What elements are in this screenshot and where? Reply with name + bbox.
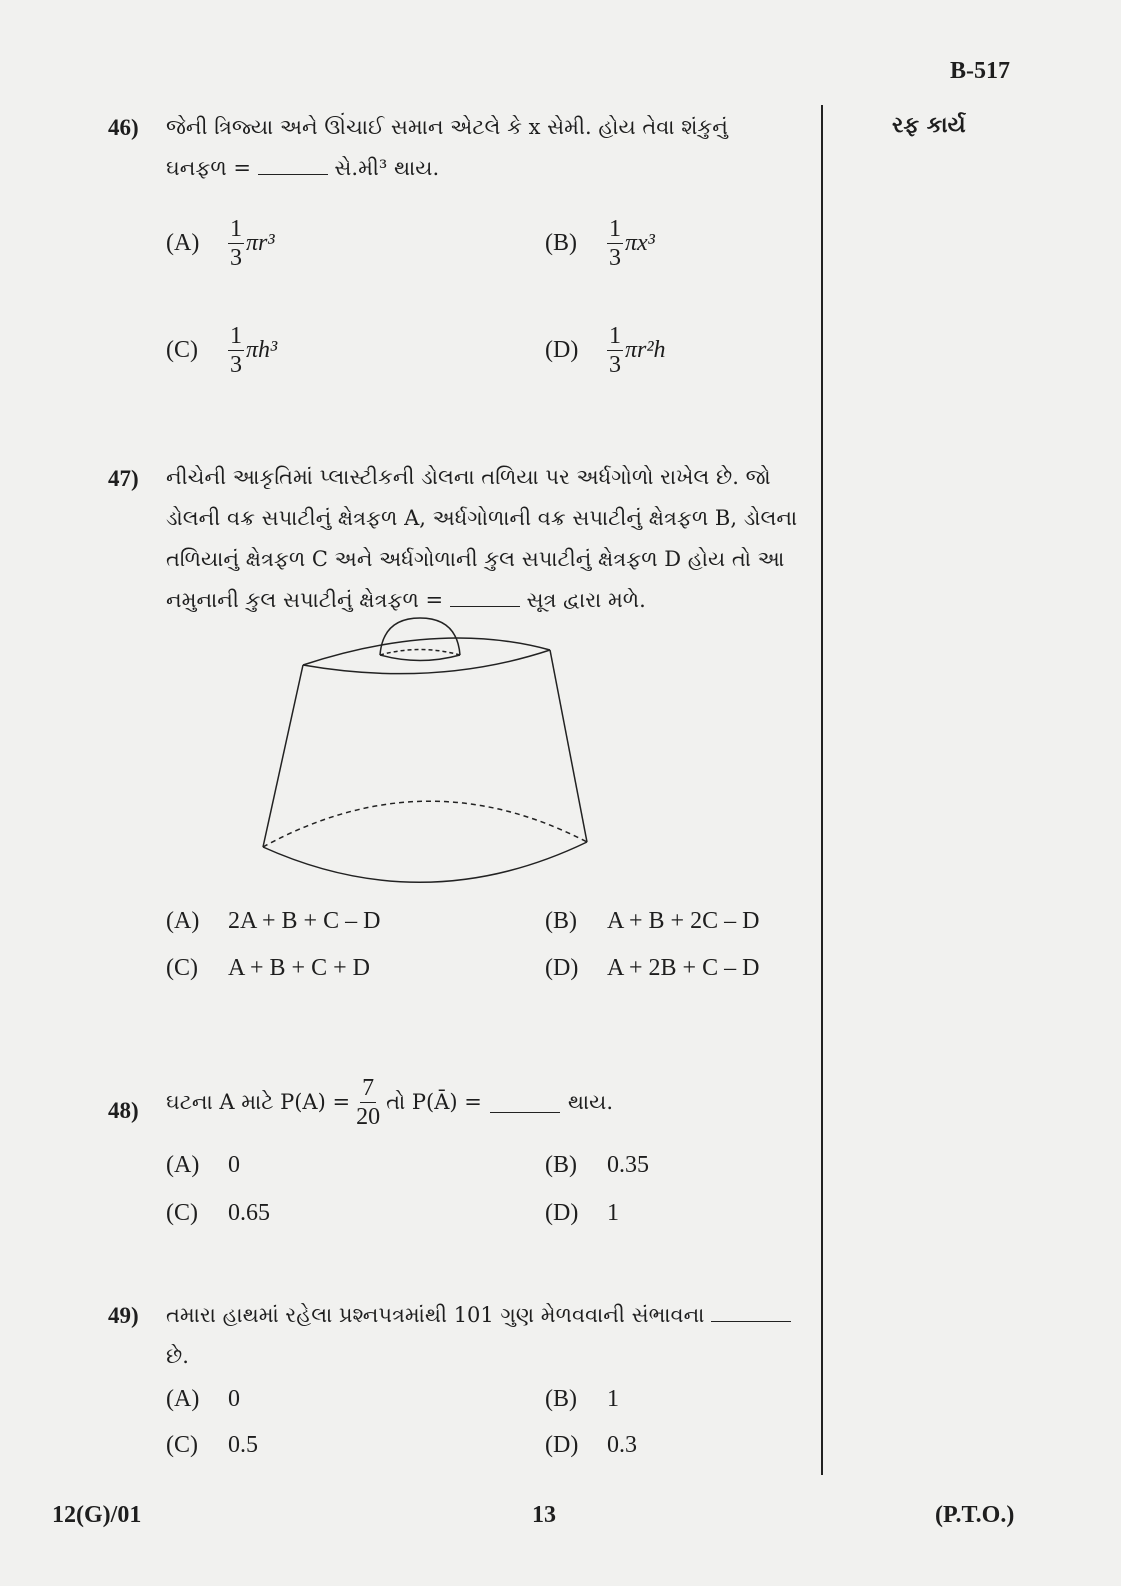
hemisphere-base-front — [380, 655, 460, 661]
q48-option-a: (A) 0 — [166, 1152, 240, 1178]
question-46-line1: જેની ત્રિજ્યા અને ઊંચાઈ સમાન એટલે કે x સેમી. હોય તેવા શંકુનું — [166, 115, 728, 139]
q49-option-b: (B) 1 — [545, 1386, 619, 1412]
question-46-text — [166, 107, 810, 189]
rough-work-label: રફ કાર્ય — [892, 112, 966, 138]
q49-option-a: (A) 0 — [166, 1386, 240, 1412]
question-49-text: તમારા હાથમાં રહેલા પ્રશ્નપત્રમાંથી 101 ગુણ મેળવવાની સંભાવના છે. — [166, 1295, 810, 1377]
q46-option-a: (A) $\frac{1}{3}$ πr³ — [166, 216, 275, 271]
q48-option-d: (D) 1 — [545, 1200, 619, 1226]
q47-option-d: (D) A + 2B + C – D — [545, 955, 760, 981]
q46-option-c: (C) $\frac{1}{3}$ πh³ — [166, 323, 278, 378]
answer-blank — [711, 1301, 791, 1322]
bucket-bottom-front — [263, 842, 587, 882]
question-49-number: 49) — [108, 1303, 139, 1328]
q49-option-d: (D) 0.3 — [545, 1432, 637, 1458]
q46-option-d: (D) $\frac{1}{3}$ πr²h — [545, 323, 666, 378]
paper-code: B-517 — [950, 58, 1010, 84]
q48-option-c: (C) 0.65 — [166, 1200, 270, 1226]
q47-option-a: (A) 2A + B + C – D — [166, 908, 381, 934]
bucket-hemisphere-figure — [255, 610, 605, 900]
question-48-text: ઘટના A માટે P(A) = $\frac{7}{20}$ તો P(Ā) = થાય. — [166, 1075, 614, 1130]
question-46-number: 46) — [108, 115, 139, 140]
answer-blank — [490, 1092, 560, 1113]
page-number: 13 — [532, 1502, 556, 1528]
hemisphere-dome — [380, 618, 460, 655]
bucket-right-side — [550, 650, 587, 842]
bucket-left-side — [263, 665, 303, 847]
q49-option-c: (C) 0.5 — [166, 1432, 258, 1458]
question-47-text: નીચેની આકૃતિમાં પ્લાસ્ટીકની ડોલના તળિયા પર અર્ધગોળો રાખેલ છે. જો ડોલની વક્ર સપાટીનું ક્ષેત્રફળ A, અર્ધગોળાની વક્ર સપાટીનું ક્ષેત્રફળ B, ડોલના તળિયાનું ક્ષેત્રફળ C અને અર્ધગોળાની કુલ સપાટીનું ક્ષેત્રફળ D હોય તો આ નમુનાની કુલ સપાટીનું ક્ષેત્રફળ = સૂત્ર દ્વારા મળે. — [166, 465, 798, 612]
q48-option-b: (B) 0.35 — [545, 1152, 649, 1178]
pto-label: (P.T.O.) — [935, 1502, 1015, 1528]
q46-option-b: (B) $\frac{1}{3}$ πx³ — [545, 216, 655, 271]
answer-blank — [258, 154, 328, 175]
question-48-number: 48) — [108, 1098, 139, 1123]
hemisphere-base-back — [380, 650, 460, 656]
footer-code: 12(G)/01 — [52, 1502, 142, 1528]
q47-option-b: (B) A + B + 2C – D — [545, 908, 760, 934]
answer-blank — [450, 586, 520, 607]
question-47-number: 47) — [108, 466, 139, 491]
q47-option-c: (C) A + B + C + D — [166, 955, 370, 981]
column-divider — [821, 105, 823, 1475]
question-46-line2: ઘનફળ = સે.મી³ થાય. — [166, 156, 440, 180]
bucket-bottom-back — [263, 801, 587, 847]
